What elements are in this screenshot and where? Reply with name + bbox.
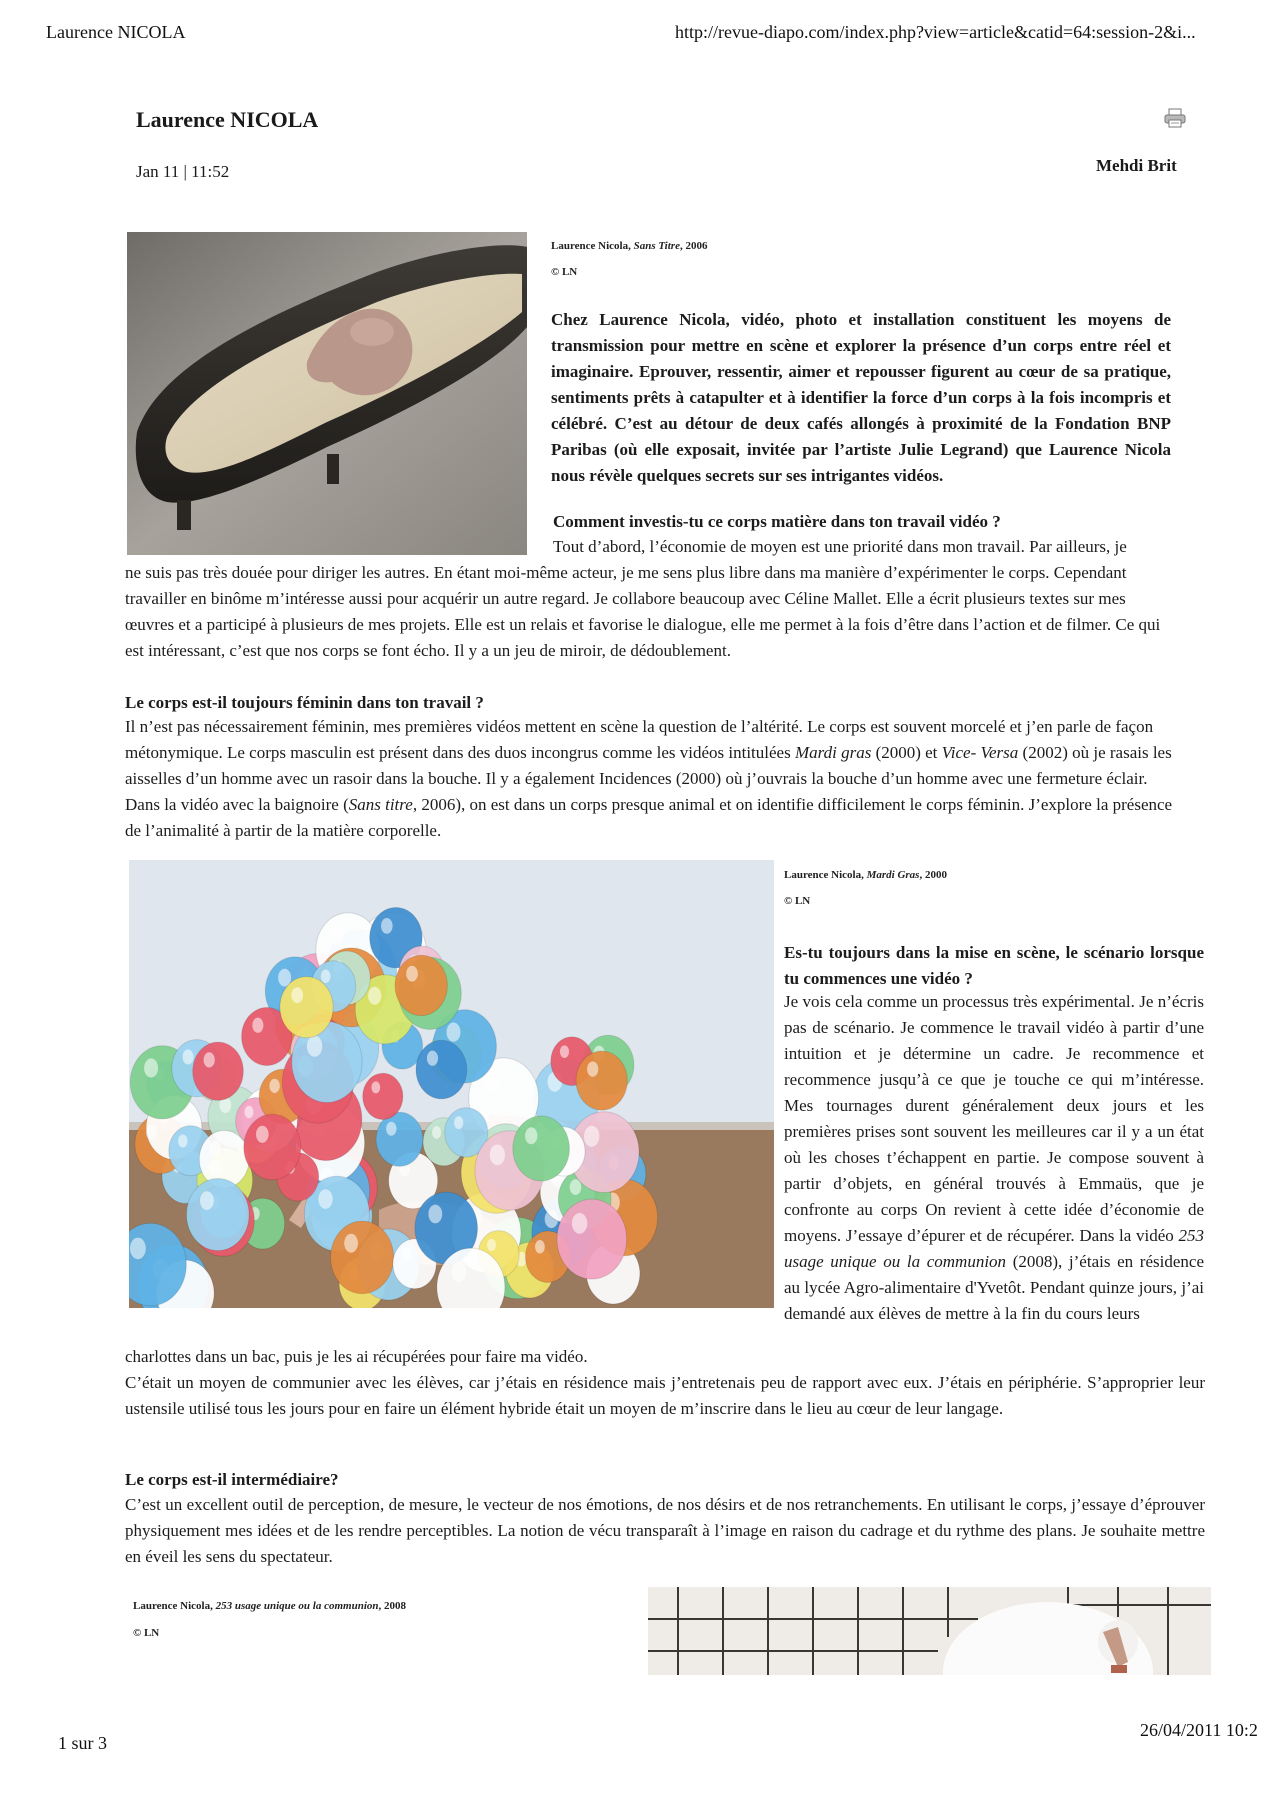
- balloon-highlight: [381, 918, 393, 934]
- answer-2-title-mardi-gras: Mardi gras: [794, 743, 872, 762]
- image1-copyright: © LN: [551, 266, 578, 278]
- balloon-highlight: [452, 1262, 467, 1282]
- balloon-highlight: [428, 1205, 442, 1224]
- caption-title: Sans Titre: [633, 240, 680, 252]
- balloon-shape: [376, 1112, 423, 1166]
- answer-3: [784, 989, 1204, 1327]
- balloon-shape: [244, 1114, 301, 1180]
- image3-copyright: © LN: [133, 1627, 160, 1639]
- image2-copyright: © LN: [784, 895, 811, 907]
- balloon-highlight: [406, 966, 418, 982]
- answer-2-text: (2000) et: [871, 743, 942, 762]
- balloon-shape: [576, 1051, 627, 1110]
- balloon-highlight: [183, 1050, 194, 1065]
- balloon-highlight: [368, 987, 381, 1005]
- balloon-highlight: [307, 1036, 322, 1057]
- balloon-shape: [193, 1042, 244, 1100]
- balloon-highlight: [560, 1045, 569, 1058]
- article-intro: Chez Laurence Nicola, vidéo, photo et installation constituent les moyens de transmission pour mettre en scène et explorer la présence d’un corps entre réel et imaginaire. Eprouver, ressentir, aimer et repousser figurent au cœur de sa pratique, sentiments prêts à catapulter et à identifier la force d’un corps à la fois incompris et célébré. C’est au détour de deux cafés allongés à proximité de la Fondation BNP Paribas (où elle exposait, invitée par l’artiste Julie Legrand) que Laurence Nicola nous révèle quelques secrets sur ses intrigantes vidéos.: [551, 310, 1171, 485]
- balloon-shape: [331, 1221, 394, 1294]
- balloon-highlight: [432, 1126, 441, 1139]
- question-4: Le corps est-il intermédiaire?: [125, 1470, 339, 1489]
- question-3: Es-tu toujours dans la mise en scène, le scénario lorsque tu commences une vidéo ?: [784, 943, 1204, 988]
- balloon-highlight: [252, 1018, 263, 1033]
- caption-author: Laurence Nicola,: [133, 1600, 216, 1612]
- balloon-highlight: [256, 1126, 269, 1143]
- balloon-highlight: [344, 1234, 358, 1253]
- answer-1-first-line: Tout d’abord, l’économie de moyen est une priorité dans mon travail. Par ailleurs, je: [553, 537, 1127, 556]
- balloon-highlight: [454, 1116, 463, 1129]
- article-date: Jan 11 | 11:52: [136, 162, 230, 181]
- balloon-highlight: [245, 1106, 254, 1118]
- balloon-highlight: [291, 987, 303, 1003]
- caption-author: Laurence Nicola,: [551, 240, 634, 252]
- answer-2-title-sans-titre: Sans titre: [348, 795, 413, 814]
- caption-title: Mardi Gras: [866, 869, 920, 881]
- answer-1-rest: ne suis pas très douée pour diriger les autres. En étant moi-même acteur, je me sens plus libre dans ma manière d’expérimenter le corps. Cependant travailler en binôme m’intéresse aussi pour acquérir un autre regard. Je collabore beaucoup avec Céline Mallet. Elle a écrit plusieurs textes sur mes œuvres et a participé à plusieurs de mes projets. Elle est un relais et favorise le dialogue, elle me permet à la fois d’être dans l’action et de filmer. Ce qui est intéressant, c’est que nos corps se font écho. Il y a un jeu de miroir, de dédoublement.: [125, 563, 1161, 660]
- balloon-shape: [363, 1073, 403, 1119]
- caption-author: Laurence Nicola,: [784, 869, 867, 881]
- balloon-shape: [280, 977, 333, 1038]
- balloon-highlight: [321, 970, 331, 983]
- balloon-highlight: [178, 1135, 188, 1148]
- answer-3-continued: charlottes dans un bac, puis je les ai récupérées pour faire ma vidéo.: [125, 1347, 588, 1366]
- balloon-highlight: [144, 1058, 158, 1077]
- balloon-highlight: [318, 1189, 332, 1209]
- balloon-highlight: [447, 1023, 461, 1042]
- balloon-shape: [416, 1040, 467, 1098]
- caption-year: , 2000: [919, 869, 947, 881]
- balloon-highlight: [130, 1238, 146, 1260]
- answer-3-paragraph-2: C’était un moyen de communier avec les élèves, car j’étais en résidence mais j’entretenais peu de rapport avec eux. J’étais en périphérie. S’approprier leur ustensile utilisé tous les jours pour en faire un élément hybride était un moyen de m’inscrire dans le lieu au cœur de leur langage.: [125, 1373, 1205, 1418]
- image-253-usage-unique-tiles: [648, 1587, 1211, 1675]
- article-title: Laurence NICOLA: [136, 107, 319, 132]
- balloon-shape: [187, 1179, 250, 1251]
- balloon-highlight: [210, 1141, 221, 1156]
- article-author: Mehdi Brit: [1096, 156, 1177, 175]
- balloon-highlight: [269, 1079, 279, 1093]
- balloon-highlight: [386, 1122, 396, 1136]
- answer-3-text: Je vois cela comme un processus très expérimental. Je n’écris pas de scénario. Je commence le travail vidéo à partir d’une intuition et je détermine un cadre. Je recommence et recommence jusqu’à ce que je touche ce qui m’intéresse. Mes tournages durent généralement deux jours et les premières prises sont souvent les meilleures car il y a un état où les choses t’échappent en partie. Je compose souvent à partir d’objets, en général trouvés à Emmaüs, que je confronte au corps On revient à cette idée d’économie de moyens. J’essaye d’épurer et de récupérer. Dans la vidéo: [784, 992, 1204, 1245]
- image-mardi-gras-balloons: [129, 860, 774, 1308]
- balloon-shape: [513, 1116, 570, 1181]
- image1-caption: [551, 240, 707, 252]
- balloon-highlight: [535, 1240, 545, 1253]
- page-counter: 1 sur 3: [58, 1733, 107, 1753]
- balloon-highlight: [572, 1213, 587, 1234]
- question-1: Comment investis-tu ce corps matière dans ton travail vidéo ?: [553, 512, 1001, 531]
- image3-caption: [133, 1600, 406, 1612]
- balloon-highlight: [330, 926, 344, 945]
- balloon-highlight: [584, 1126, 599, 1147]
- answer-3-text: (2008), j’étais en résidence au lycée Agro-alimentaire d'Yvetôt. Pendant quinze jours, j’ai demandé aux élèves de mettre à la fin du cours leurs: [784, 1252, 1204, 1323]
- caption-title: 253 usage unique ou la communion: [215, 1600, 379, 1612]
- balloon-highlight: [490, 1145, 505, 1166]
- caption-year: , 2006: [679, 240, 708, 252]
- answer-2-text: , 2006), on est dans un corps presque animal et on identifie difficilement le corps féminin. J’explore la présence de l’animalité à partir de la matière corporelle.: [125, 795, 1173, 840]
- image2-caption: [784, 869, 947, 881]
- balloon-highlight: [484, 1072, 499, 1093]
- balloon-highlight: [525, 1127, 537, 1144]
- balloon-shape: [557, 1199, 627, 1279]
- print-header-title: Laurence NICOLA: [46, 22, 186, 42]
- balloon-highlight: [487, 1239, 496, 1251]
- answer-2-text: Il n’est pas nécessairement féminin, mes premières vidéos mettent en scène la question de l’altérité. Le corps est souvent morcelé et j’en parle de façon métonymique. Le corps masculin est présent dans des duos incongrus comme les vidéos intitulées: [125, 717, 1154, 762]
- balloon-highlight: [200, 1191, 214, 1210]
- image-sans-titre-bathtub: [127, 232, 527, 555]
- answer-2-text: (2002) où je rasais les aisselles d’un homme avec un rasoir dans la bouche. Il y a également Incidences (2000) où j’ouvrais la bouche d’un homme avec une fermeture éclair. Dans la vidéo avec la baignoire (: [125, 743, 1172, 814]
- question-2: Le corps est-il toujours féminin dans ton travail ?: [125, 693, 484, 712]
- balloon-highlight: [371, 1081, 380, 1093]
- answer-2: [125, 714, 1175, 844]
- printer-icon[interactable]: [1164, 108, 1186, 128]
- print-header-url[interactable]: http://revue-diapo.com/index.php?view=article&catid=64:session-2&i...: [675, 22, 1196, 42]
- balloon-shape: [395, 955, 447, 1015]
- balloon-highlight: [402, 1248, 412, 1261]
- answer-4: C’est un excellent outil de perception, de mesure, le vecteur de nos émotions, de nos désirs et de nos retranchements. En utilisant le corps, j’essaye d’éprouver physiquement mes idées et de les rendre perceptibles. La notion de vécu transparaît à l’image en raison du cadrage et du rythme des plans. Je souhaite mettre en éveil les sens du spectateur.: [125, 1495, 1205, 1566]
- caption-year: , 2008: [378, 1600, 406, 1612]
- balloon-highlight: [587, 1061, 598, 1076]
- print-datetime: 26/04/2011 10:2: [1140, 1720, 1258, 1740]
- answer-3-title-253: 253 usage unique ou la communion: [784, 1226, 1204, 1271]
- balloon-highlight: [427, 1051, 438, 1066]
- answer-2-title-vice-versa: Vice- Versa: [941, 743, 1019, 762]
- balloon-highlight: [204, 1052, 215, 1067]
